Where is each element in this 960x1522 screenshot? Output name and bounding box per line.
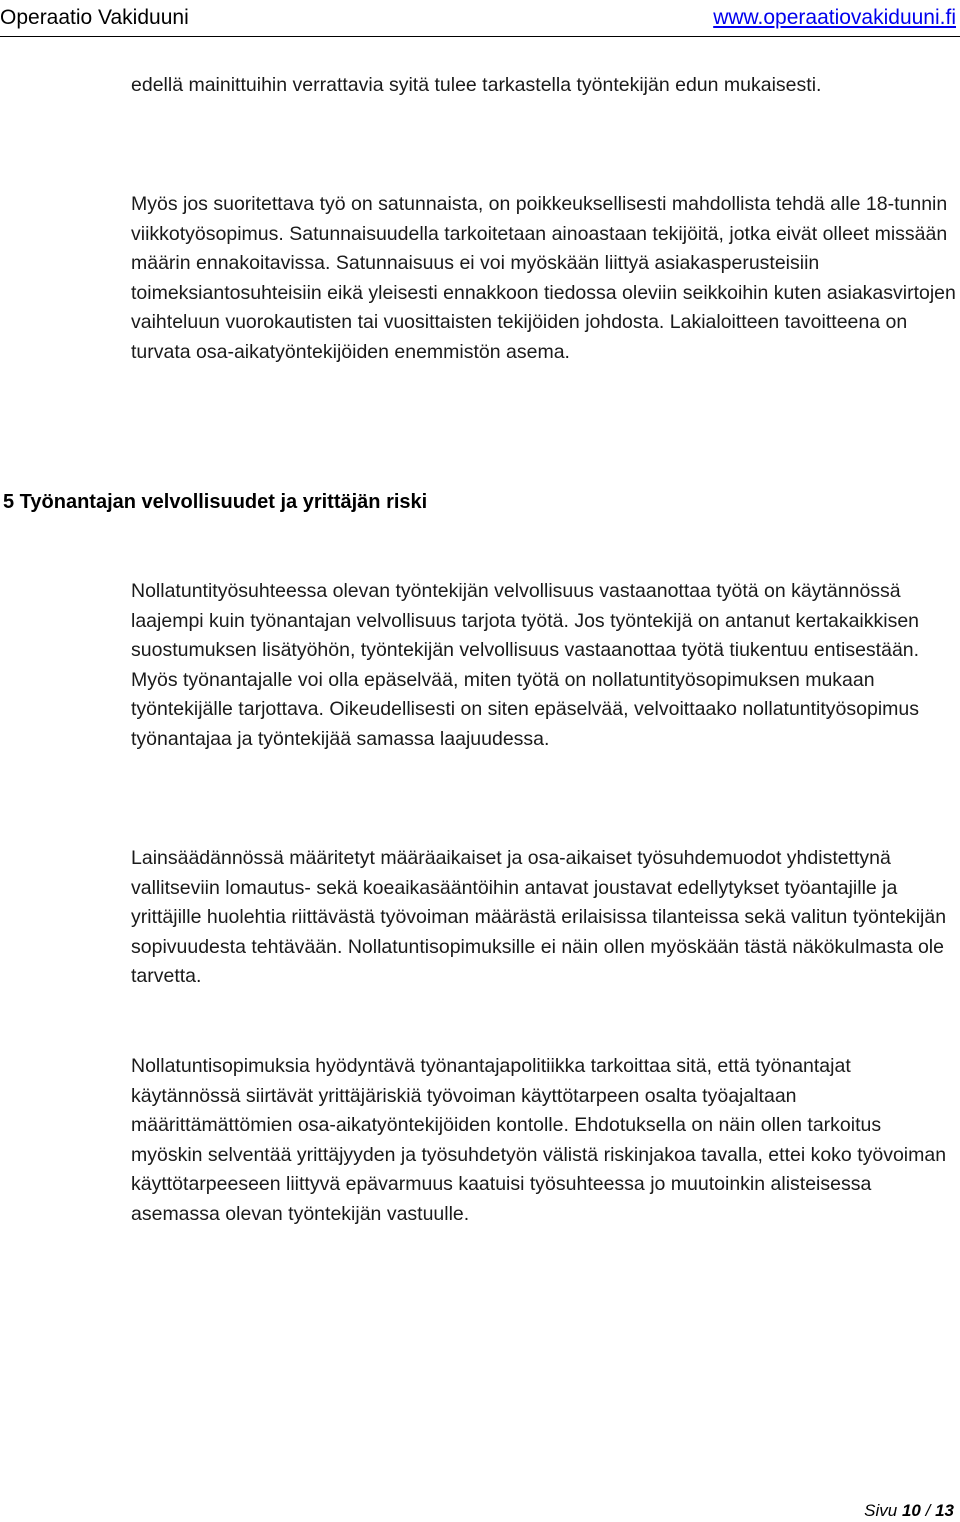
page-total: 13 <box>935 1501 954 1520</box>
page-separator: / <box>925 1501 931 1520</box>
header-title: Operaatio Vakiduuni <box>0 6 189 29</box>
header-website-link[interactable]: www.operaatiovakiduuni.fi <box>713 6 956 29</box>
section-heading: 5 Työnantajan velvollisuudet ja yrittäjän riski <box>3 491 428 513</box>
paragraph-2: Myös jos suoritettava työ on satunnaista, on poikkeuksellisesti mahdollista tehdä alle 18-tunnin viikkotyösopimus. Satunnaisuudella tarkoitetaan ainoastaan tekijöitä, jotka eivät olleet missään määrin ennakoitavissa. Satunnaisuus ei voi myöskään liittyä asiakasperusteisiin toimeksiantosuhteisiin eikä yleisesti ennakkoon tiedossa oleviin seikkoihin kuten asiakasvirtojen vaihteluun vuorokautisten tai vuosittaisten tekijöiden johdosta. Lakialoitteen tavoitteena on turvata osa-aikatyöntekijöiden enemmistön asema. <box>131 193 956 363</box>
page-number <box>864 1500 954 1522</box>
paragraph-4: Lainsäädännössä määritetyt määräaikaiset ja osa-aikaiset työsuhdemuodot yhdistettynä vallitseviin lomautus- sekä koeaikasääntöihin antavat joustavat edellytykset työantajille ja yrittäjille huolehtia riittävästä työvoiman määrästä erilaisissa tilanteissa sekä valitun työntekijän sopivuudesta tehtävään. Nollatuntisopimuksille ei näin ollen myöskään tästä näkökulmasta ole tarvetta. <box>131 847 947 988</box>
paragraph-5: Nollatuntisopimuksia hyödyntävä työnantajapolitiikka tarkoittaa sitä, että työnantajat käytännössä siirtävät yrittäjäriskiä työvoiman käyttötarpeen osalta työajaltaan määrittämättömien osa-aikatyöntekijöiden kontolle. Ehdotuksella on näin ollen tarkoitus myöskin selventää yrittäjyyden ja työsuhdetyön välistä riskinjakoa tavalla, ettei koko työvoiman käyttötarpeeseen liittyvä epävarmuus kaatuisi työsuhteessa jo muutoinkin alisteisessa asemassa olevan työntekijän vastuulle. <box>131 1055 947 1225</box>
page-current: 10 <box>901 1501 921 1520</box>
paragraph-3: Nollatuntityösuhteessa olevan työntekijän velvollisuus vastaanottaa työtä on käytännössä laajempi kuin työnantajan velvollisuus tarjota työtä. Jos työntekijä on antanut kertakaikkisen suostumuksen lisätyöhön, työntekijän velvollisuus vastaanottaa työtä tiukentuu entisestään. Myös työnantajalle voi olla epäselvää, miten työtä on nollatuntityösopimuksen mukaan työntekijälle tarjottava. Oikeudellisesti on siten epäselvää, velvoittaako nollatuntityösopimus työnantajaa ja työntekijää samassa laajuudessa. <box>131 580 920 750</box>
page-header <box>0 0 960 37</box>
page-label: Sivu <box>864 1501 898 1520</box>
paragraph-1: edellä mainittuihin verrattavia syitä tulee tarkastella työntekijän edun mukaisesti. <box>131 74 822 96</box>
